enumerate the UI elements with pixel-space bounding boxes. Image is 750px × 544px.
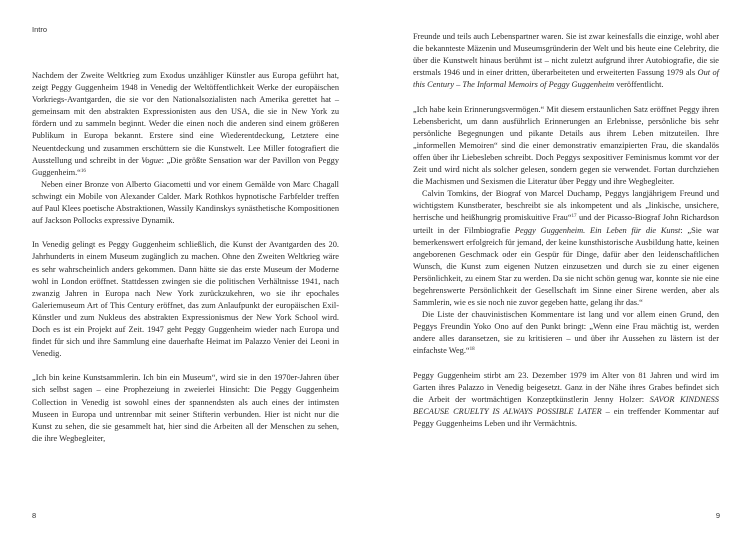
text-run: Nachdem der Zweite Weltkrieg zum Exodus unzähliger Künstler aus Europa geführt hat, zeigt Peggy Guggenheim 1948 in Venedig der Weltöffentlichkeit Werke der europäischen Vorkriegs-Avantgarden, die sie vor den Nationalsozialisten nach Amerika gerettet hat – gemeinsam mit den abstrakten Expressionisten aus den USA, die sie in New York zu fördern und zu sammeln beginnt. Weder die einen noch die anderen sind einem größeren Publikum in Europa bekannt. Erstere sind eine Wiederentdeckung, Letztere eine Neuentdeckung und zusammen erschüttern sie die Kunstwelt. Lee Miller fotografiert die Ausstellung und schreibt in der (32, 71, 339, 165)
paragraph-gap (413, 358, 719, 370)
right-page (375, 0, 750, 544)
italic-title: Vogue (141, 155, 162, 165)
text-run: : „Sie war bemerkenswert erfolgreich für jemand, der keine kunsthistorische Ausbildung hatte, keinen angeborenen Geschmack oder ein Gespür für Dinge, dafür aber den leidenschaftlichen Wunsch, die Kunst zum eigenen Nutzen einzusetzen und durch sie zu einer eigenen Persönlichkeit, zu einem Star zu werden. Da sie nicht schön genug war, konnte sie nie eine begehrenswerte Persönlichkeit der Gesellschaft im Sinne einer Sirene werden, aber als Sammlerin, wie es sie noch nie zuvor gegeben hatte, gelang ihr das.“ (413, 225, 720, 308)
paragraph (32, 372, 339, 445)
paragraph (413, 309, 719, 357)
text-run: und der Picasso-Biograf John Richardson urteilt in der Filmbiografie (413, 213, 719, 235)
text-run: Die Liste der chauvinistischen Kommentare ist lang und vor allem einen Grund, den Peggys Freundin Yoko Ono auf den Punkt bringt: „Wenn eine Frau mächtig ist, werden andere alles daransetzen, sie zu kritisieren – und über ihr Aussehen zu lästern ist der einfachste Weg.“ (413, 310, 719, 356)
paragraph (413, 31, 719, 91)
paragraph (32, 179, 339, 227)
page-number-right: 9 (715, 511, 720, 520)
text-run: – ein treffender Kommentar auf Peggy Guggenheims Leben und ihr Vermächtnis. (413, 406, 719, 428)
italic-title: SAVOR KINDNESS BECAUSE CRUELTY IS ALWAYS POSSIBLE LATER (413, 394, 719, 416)
text-run: veröffentlicht. (614, 80, 664, 90)
italic-title: Peggy Guggenheim. Ein Leben für die Kunst (514, 225, 681, 235)
text-run: In Venedig gelingt es Peggy Guggenheim schließlich, die Kunst der Avantgarden des 20. Jahrhunderts in einem Museum zugänglich zu machen. Ohne den Zweiten Weltkrieg wäre es sehr wahrscheinlich anders gekommen. Dann hätte sie das erste Museum der Moderne wohl in London eröffnet. Stattdessen zwingen sie die politischen Verhältnisse 1941, nach zwanzig Jahren in Europa nach New York zurückzukehren, wo sie ihr epochales Galeriemuseum Art of This Century eröffnet, das zum Anlaufpunkt der europäischen Exil-Künstler und zum Nukleus des abstrakten Expressionismus der New York School wird. Doch es ist ein Projekt auf Zeit. 1947 geht Peggy Guggenheim wieder nach Europa und findet für sich und ihre Sammlung eine dauerhafte Heimat im Palazzo Venier dei Leoni in Venedig. (32, 240, 339, 359)
footnote-marker: 17 (571, 214, 577, 220)
text-run: „Ich habe kein Erinnerungsvermögen.“ Mit diesem erstaunlichen Satz eröffnet Peggy ihren Lebensbericht, um dann ausführlich Erinnerungen an Erlebnisse, persönliche bis sehr persönliche Begegnungen und pikante Details aus ihrem Leben mitzuteilen. Ihre „informellen Memoiren“ sind die einer demonstrativ emanzipierten Frau, die skandalös offen über ihr Liebesleben schreibt. Doch Peggys sexpositiver Feminismus kommt vor der Zeit und wird nicht als solcher gelesen, sondern gegen sie verwendet. Fortan durchziehen die Machismen und Sexismen die Literatur über Peggy und ihre Wegbegleiter. (413, 104, 719, 187)
text-run: : „Die größte Sensation war der Pavillon von Peggy Guggenheim.“ (32, 155, 339, 177)
italic-title: Out of this Century – The Informal Memoirs of Peggy Guggenheim (413, 68, 720, 90)
paragraph (32, 239, 339, 360)
left-page-body (32, 70, 339, 445)
text-run: Freunde und teils auch Lebenspartner waren. Sie ist zwar keinesfalls die einzige, wohl aber die bekannteste Mäzenin und Museumsgründerin der Welt und bis heute eine Celebrity, die über die Kunstwelt hinaus berühmt ist – nicht zuletzt aufgrund ihrer Autobiografie, die sie erstmals 1946 und in einer dritten, überarbeiteten und erweiterten Fassung 1979 als (413, 32, 719, 78)
text-run: Calvin Tomkins, der Biograf von Marcel Duchamp, Peggys langjährigem Freund und wichtigstem Kunstberater, beschreibt sie als inkompetent und als „linkische, unsichere, herrische und heißhungrig promiskuitive Frau“ (413, 189, 719, 223)
paragraph-gap (413, 91, 719, 103)
paragraph (413, 188, 719, 309)
text-run: „Ich bin keine Kunstsammlerin. Ich bin ein Museum“, wird sie in den 1970er-Jahren über sich selbst sagen – eine Prophezeiung in zweierlei Hinsicht: Die Peggy Guggenheim Collection in Venedig ist sowohl eines der spannendsten als auch eines der intimsten Museen in Europa und untrennbar mit seiner Stifterin verbunden. Hier ist nicht nur die Kunst zu sehen, die sie gesammelt hat, hier sind die Arbeiten all der Menschen zu sehen, die ihre Wegbegleiter, (32, 373, 339, 443)
paragraph (32, 70, 339, 179)
text-run: Peggy Guggenheim stirbt am 23. Dezember 1979 im Alter von 81 Jahren und wird im Garten ihres Palazzo in Venedig beigesetzt. Ganz in der Nähe ihres Grabes befindet sich die Arbeit der wortmächtigen Konzeptkünstlerin Jenny Holzer: (413, 370, 719, 404)
text-run: Neben einer Bronze von Alberto Giacometti und vor einem Gemälde von Marc Chagall schwingt ein Mobile von Alexander Calder. Mark Rothkos hypnotische Farbfelder treffen auf Paul Klees poetische Abstraktionen, Wassily Kandinskys synästhetische Kompositionen auf Jackson Pollocks expressive Dynamik. (32, 179, 339, 226)
paragraph-gap (32, 360, 339, 372)
page-number-left: 8 (32, 511, 37, 520)
paragraph (413, 370, 719, 430)
footnote-marker: 18 (469, 347, 475, 353)
footnote-marker: 16 (80, 168, 86, 174)
paragraph (413, 104, 719, 189)
paragraph-gap (32, 227, 339, 239)
running-head: Intro (32, 25, 48, 34)
right-page-body (413, 31, 719, 430)
